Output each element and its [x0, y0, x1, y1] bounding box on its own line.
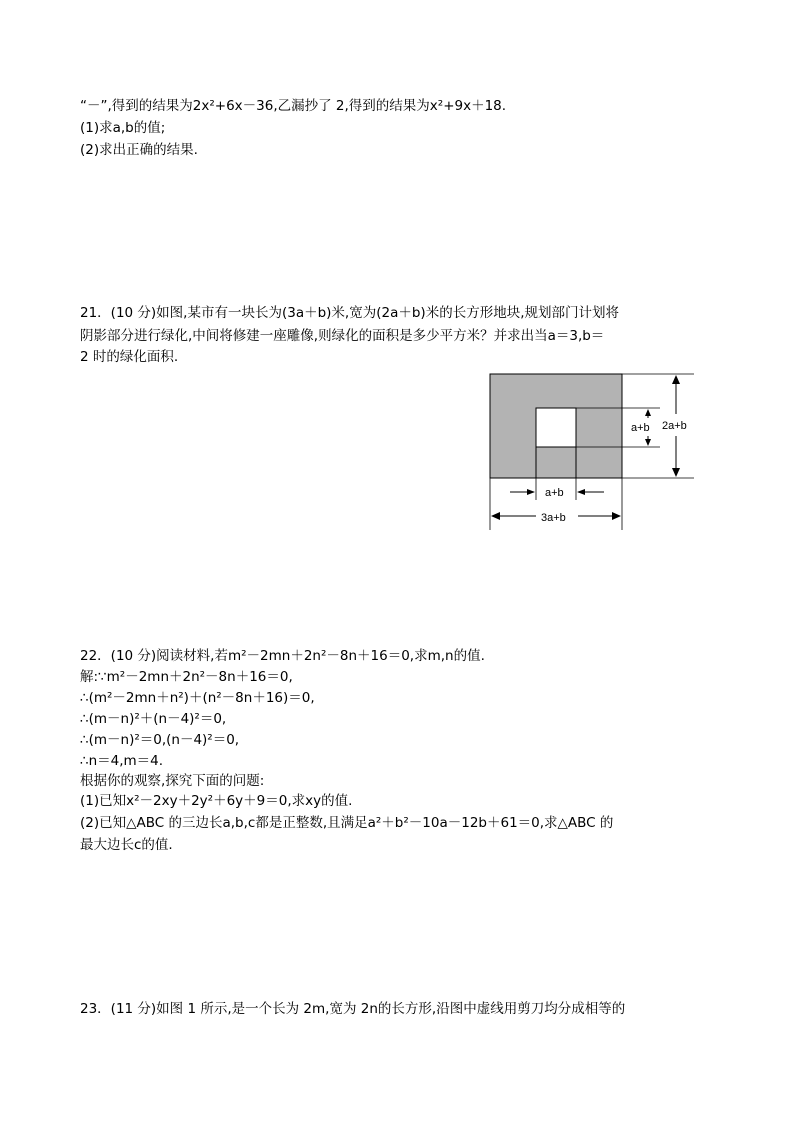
label-outer-height: 2a+b — [662, 420, 687, 432]
q22-line-10: 最大边长c的值. — [80, 837, 173, 853]
statue-square — [536, 408, 576, 447]
q23-line-1: 23．(11 分)如图 1 所示,是一个长为 2m,宽为 2n的长方形,沿图中虚线用剪刀均分成相等的 — [80, 1001, 626, 1017]
label-inner-width: a+b — [545, 487, 564, 499]
q22-line-8: (1)已知x²－2xy＋2y²＋6y＋9＝0,求xy的值. — [80, 793, 353, 809]
q22-line-6: ∴n＝4,m＝4. — [80, 753, 164, 769]
label-inner-height: a+b — [631, 422, 650, 434]
q22-line-4: ∴(m－n)²＋(n－4)²＝0, — [80, 711, 227, 727]
q20-line-1: “－”,得到的结果为2x²+6x－36,乙漏抄了 2,得到的结果为x²+9x＋18. — [80, 98, 507, 114]
q22-line-3: ∴(m²－2mn＋n²)＋(n²－8n＋16)＝0, — [80, 690, 315, 706]
q21-figure — [484, 368, 724, 538]
q21-line-2: 阴影部分进行绿化,中间将修建一座雕像,则绿化的面积是多少平方米？并求出当a＝3,b＝ — [80, 328, 605, 344]
q20-part-1: (1)求a,b的值; — [80, 120, 166, 136]
q21-line-1: 21．(10 分)如图,某市有一块长为(3a＋b)米,宽为(2a＋b)米的长方形地块,规划部门计划将 — [80, 305, 619, 321]
q22-line-1: 22．(10 分)阅读材料,若m²－2mn＋2n²－8n＋16＝0,求m,n的值. — [80, 648, 485, 664]
q20-part-2: (2)求出正确的结果. — [80, 142, 198, 158]
q22-line-2: 解:∵m²－2mn＋2n²－8n＋16＝0, — [80, 669, 293, 685]
label-outer-width: 3a+b — [541, 512, 566, 524]
q22-line-9: (2)已知△ABC 的三边长a,b,c都是正整数,且满足a²＋b²－10a－12b＋61＝0,求△ABC 的 — [80, 815, 614, 831]
q21-line-3: 2 时的绿化面积. — [80, 349, 179, 365]
q22-line-7: 根据你的观察,探究下面的问题: — [80, 773, 265, 789]
q22-line-5: ∴(m－n)²＝0,(n－4)²＝0, — [80, 732, 240, 748]
